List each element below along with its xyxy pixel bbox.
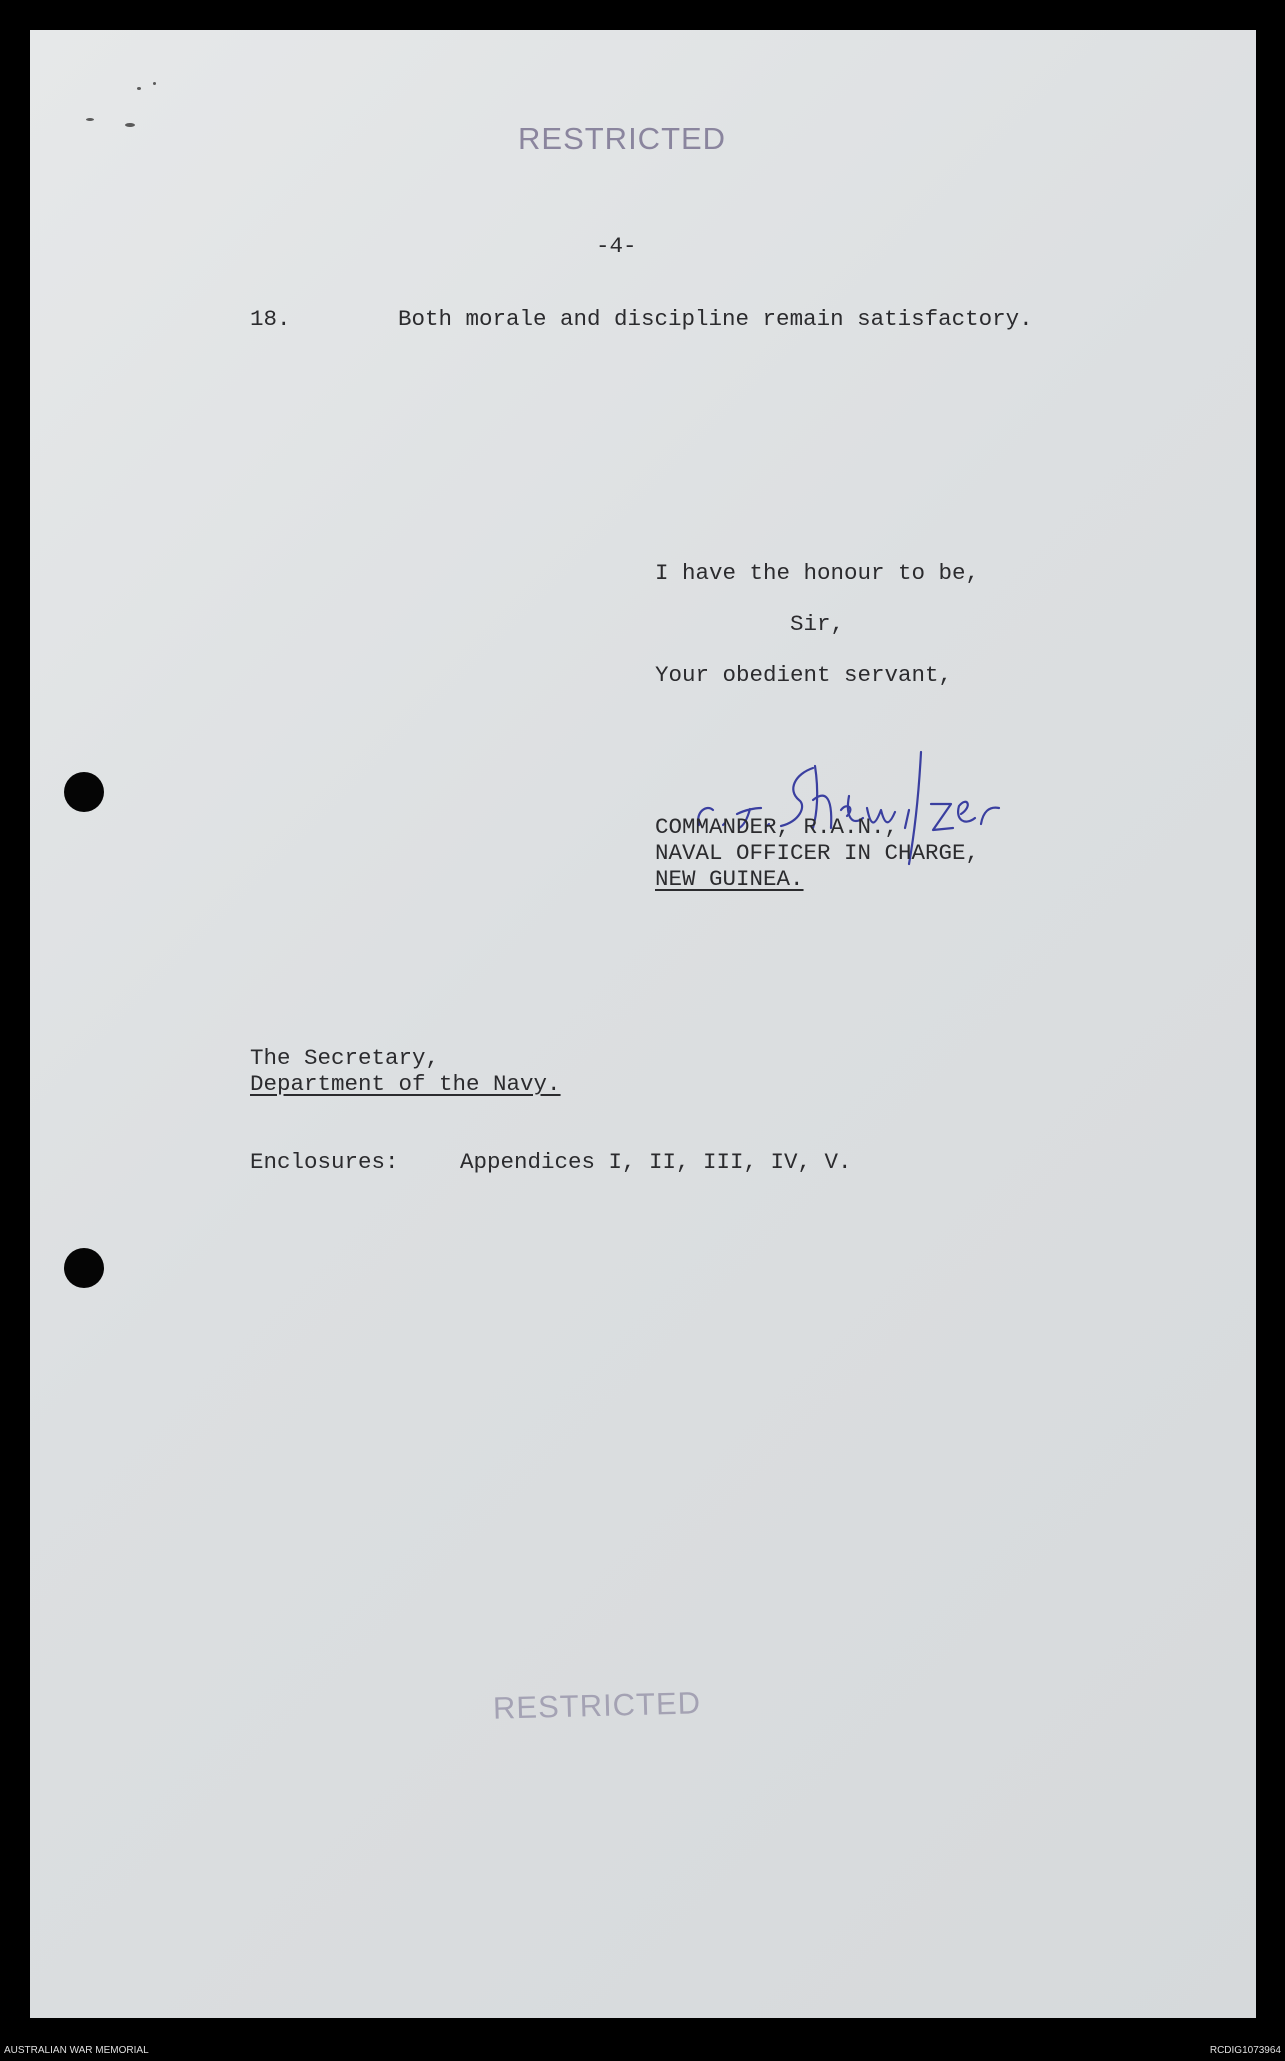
addressee-line-1: The Secretary, bbox=[250, 1045, 440, 1071]
footer-source: AUSTRALIAN WAR MEMORIAL bbox=[4, 2045, 149, 2056]
addressee-line-2: Department of the Navy. bbox=[250, 1071, 561, 1097]
closing-line-1: I have the honour to be, bbox=[655, 560, 980, 586]
signatory-title: NAVAL OFFICER IN CHARGE, bbox=[655, 840, 980, 866]
enclosures-value: Appendices I, II, III, IV, V. bbox=[460, 1149, 852, 1175]
restricted-stamp-bottom: RESTRICTED bbox=[492, 1685, 702, 1726]
paper-speck bbox=[137, 87, 141, 90]
punch-hole bbox=[64, 1248, 104, 1288]
signatory-rank: COMMANDER, R.A.N., bbox=[655, 814, 899, 840]
footer-id: RCDIG1073964 bbox=[1209, 2045, 1281, 2056]
paper-speck bbox=[125, 123, 135, 127]
document-page bbox=[30, 30, 1256, 2018]
enclosures-label: Enclosures: bbox=[250, 1149, 399, 1175]
signatory-location: NEW GUINEA. bbox=[655, 866, 804, 892]
paragraph-number: 18. bbox=[250, 306, 291, 332]
punch-hole bbox=[64, 772, 104, 812]
paragraph-text: Both morale and discipline remain satisfactory. bbox=[398, 306, 1033, 332]
paper-speck bbox=[86, 118, 94, 121]
page-number: -4- bbox=[596, 233, 637, 259]
closing-line-3: Your obedient servant, bbox=[655, 662, 953, 688]
closing-line-2: Sir, bbox=[790, 611, 845, 637]
restricted-stamp-top: RESTRICTED bbox=[518, 121, 727, 156]
paper-speck bbox=[153, 82, 156, 85]
